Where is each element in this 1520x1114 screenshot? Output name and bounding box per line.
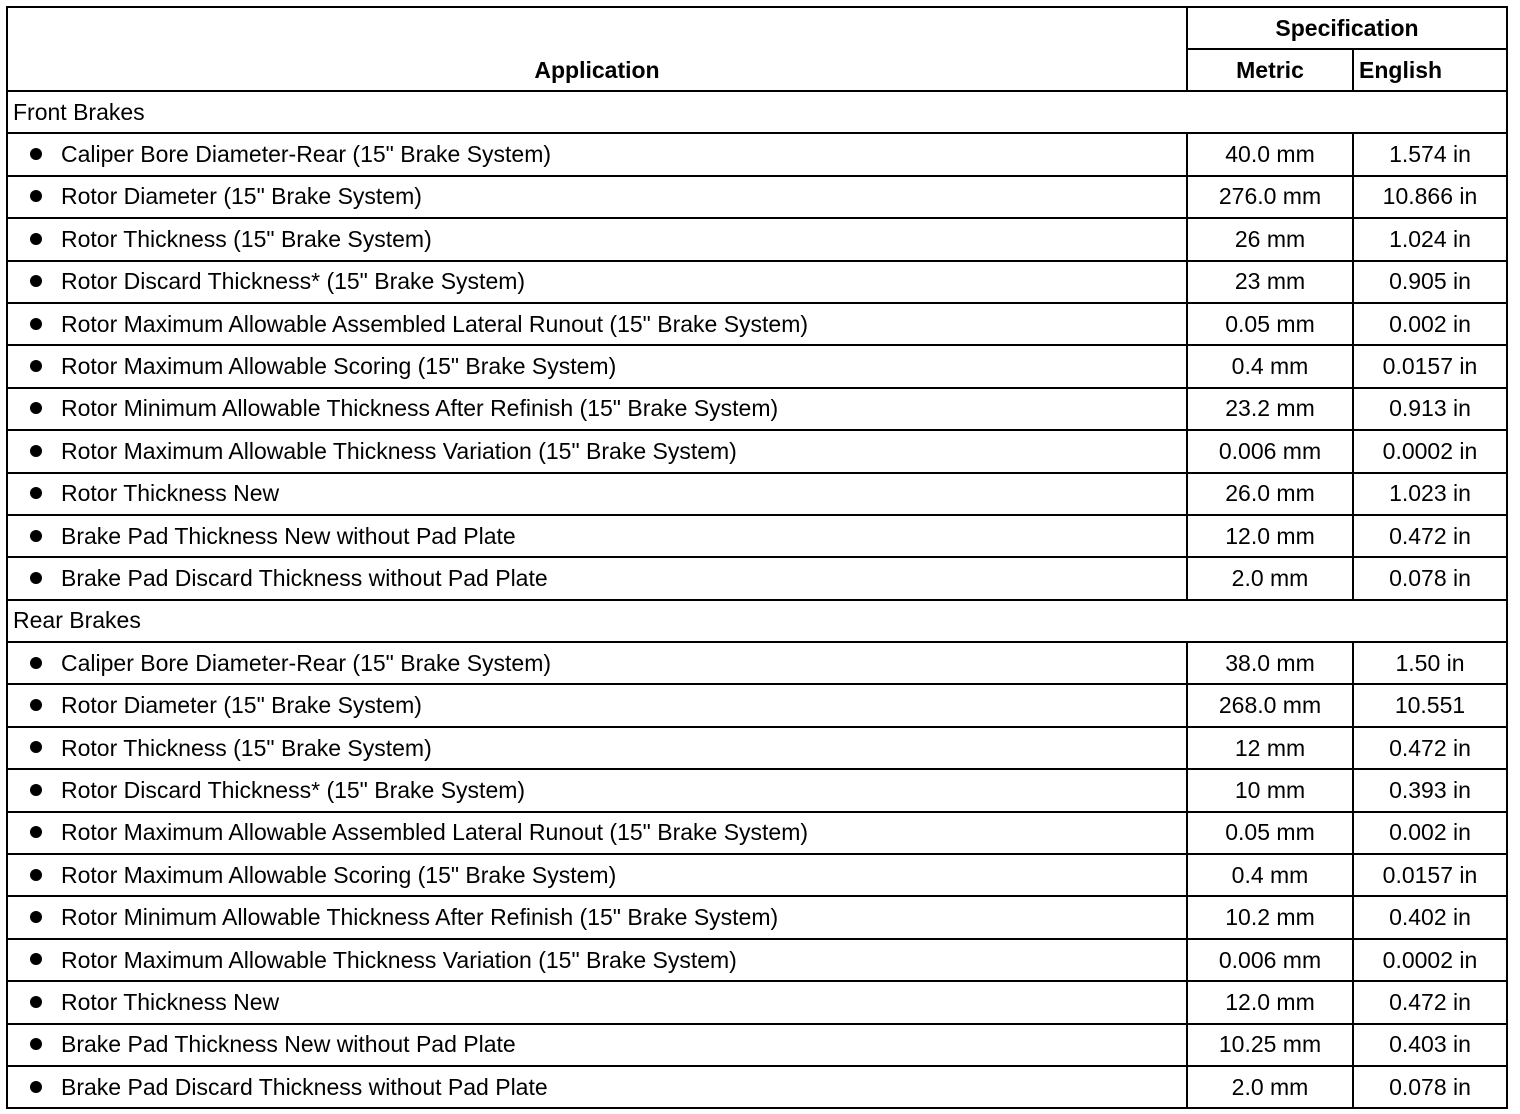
application-text: Rotor Minimum Allowable Thickness After Refinish (15" Brake System)	[61, 395, 779, 422]
application-cell	[7, 261, 1187, 303]
english-value: 0.002 in	[1353, 812, 1507, 854]
bullet-icon	[30, 1038, 42, 1050]
bullet-icon	[30, 657, 42, 669]
bullet-icon	[30, 530, 42, 542]
english-value: 0.078 in	[1353, 557, 1507, 599]
table-row	[7, 854, 1507, 896]
application-text: Caliper Bore Diameter-Rear (15" Brake System)	[61, 649, 552, 676]
english-value: 0.0002 in	[1353, 939, 1507, 981]
metric-value: 12.0 mm	[1187, 515, 1353, 557]
table-row	[7, 515, 1507, 557]
english-value: 0.913 in	[1353, 388, 1507, 430]
bullet-icon	[30, 360, 42, 372]
bullet-icon	[30, 445, 42, 457]
metric-value: 0.4 mm	[1187, 345, 1353, 387]
metric-value: 12 mm	[1187, 727, 1353, 769]
english-value: 0.0157 in	[1353, 854, 1507, 896]
bullet-icon	[30, 699, 42, 711]
table-row	[7, 133, 1507, 175]
application-text: Caliper Bore Diameter-Rear (15" Brake System)	[61, 141, 552, 168]
metric-header: Metric	[1187, 49, 1353, 91]
metric-value: 12.0 mm	[1187, 981, 1353, 1023]
bullet-icon	[30, 1081, 42, 1093]
metric-value: 0.4 mm	[1187, 854, 1353, 896]
table-row	[7, 769, 1507, 811]
metric-value: 40.0 mm	[1187, 133, 1353, 175]
bullet-icon	[30, 784, 42, 796]
application-text: Brake Pad Thickness New without Pad Plate	[61, 522, 516, 549]
application-cell	[7, 557, 1187, 599]
application-text: Rotor Minimum Allowable Thickness After Refinish (15" Brake System)	[61, 904, 779, 931]
application-cell	[7, 176, 1187, 218]
bullet-icon	[30, 741, 42, 753]
table-row	[7, 176, 1507, 218]
bullet-icon	[30, 487, 42, 499]
specification-header: Specification	[1187, 7, 1507, 49]
table-row	[7, 473, 1507, 515]
application-header: Application	[7, 7, 1187, 91]
table-header	[7, 7, 1507, 91]
bullet-icon	[30, 572, 42, 584]
metric-value: 2.0 mm	[1187, 557, 1353, 599]
metric-value: 2.0 mm	[1187, 1066, 1353, 1108]
metric-value: 0.006 mm	[1187, 939, 1353, 981]
section-header-row	[7, 91, 1507, 133]
english-value: 0.472 in	[1353, 515, 1507, 557]
bullet-icon	[30, 233, 42, 245]
table-row	[7, 218, 1507, 260]
english-value: 0.402 in	[1353, 896, 1507, 938]
table-row	[7, 345, 1507, 387]
english-value: 0.393 in	[1353, 769, 1507, 811]
application-cell	[7, 1066, 1187, 1108]
application-text: Brake Pad Thickness New without Pad Plate	[61, 1031, 516, 1058]
section-title: Front Brakes	[7, 91, 1507, 133]
english-value: 0.002 in	[1353, 303, 1507, 345]
bullet-icon	[30, 911, 42, 923]
table-row	[7, 388, 1507, 430]
application-cell	[7, 515, 1187, 557]
bullet-icon	[30, 148, 42, 160]
bullet-icon	[30, 190, 42, 202]
section-header-row	[7, 600, 1507, 642]
application-cell	[7, 769, 1187, 811]
metric-value: 0.05 mm	[1187, 812, 1353, 854]
english-value: 10.551	[1353, 684, 1507, 726]
english-value: 0.0157 in	[1353, 345, 1507, 387]
application-cell	[7, 218, 1187, 260]
table-row	[7, 981, 1507, 1023]
table-row	[7, 939, 1507, 981]
application-text: Rotor Discard Thickness* (15" Brake System)	[61, 776, 526, 803]
metric-value: 23.2 mm	[1187, 388, 1353, 430]
application-text: Brake Pad Discard Thickness without Pad Plate	[61, 1073, 548, 1100]
table-row	[7, 303, 1507, 345]
application-text: Rotor Maximum Allowable Assembled Lateral Runout (15" Brake System)	[61, 310, 809, 337]
metric-value: 276.0 mm	[1187, 176, 1353, 218]
table-row	[7, 557, 1507, 599]
bullet-icon	[30, 402, 42, 414]
metric-value: 0.006 mm	[1187, 430, 1353, 472]
metric-value: 26 mm	[1187, 218, 1353, 260]
english-value: 0.905 in	[1353, 261, 1507, 303]
application-cell	[7, 430, 1187, 472]
english-value: 10.866 in	[1353, 176, 1507, 218]
application-text: Rotor Maximum Allowable Thickness Variation (15" Brake System)	[61, 437, 737, 464]
table-row	[7, 896, 1507, 938]
table-row	[7, 684, 1507, 726]
metric-value: 23 mm	[1187, 261, 1353, 303]
table-row	[7, 261, 1507, 303]
application-cell	[7, 642, 1187, 684]
application-text: Rotor Thickness (15" Brake System)	[61, 225, 432, 252]
english-value: 0.078 in	[1353, 1066, 1507, 1108]
application-text: Rotor Maximum Allowable Scoring (15" Brake System)	[61, 353, 617, 380]
table-row	[7, 1024, 1507, 1066]
application-cell	[7, 981, 1187, 1023]
english-value: 1.024 in	[1353, 218, 1507, 260]
english-header: English	[1353, 49, 1507, 91]
table-row	[7, 812, 1507, 854]
table-row	[7, 642, 1507, 684]
bullet-icon	[30, 318, 42, 330]
metric-value: 268.0 mm	[1187, 684, 1353, 726]
application-text: Rotor Diameter (15" Brake System)	[61, 183, 422, 210]
bullet-icon	[30, 275, 42, 287]
application-text: Rotor Maximum Allowable Scoring (15" Brake System)	[61, 861, 617, 888]
english-value: 0.472 in	[1353, 981, 1507, 1023]
table-body	[7, 91, 1507, 1108]
bullet-icon	[30, 996, 42, 1008]
bullet-icon	[30, 869, 42, 881]
application-text: Rotor Diameter (15" Brake System)	[61, 692, 422, 719]
english-value: 0.472 in	[1353, 727, 1507, 769]
application-cell	[7, 896, 1187, 938]
application-cell	[7, 1024, 1187, 1066]
english-value: 1.50 in	[1353, 642, 1507, 684]
application-text: Brake Pad Discard Thickness without Pad Plate	[61, 564, 548, 591]
application-cell	[7, 939, 1187, 981]
section-title: Rear Brakes	[7, 600, 1507, 642]
table-row	[7, 430, 1507, 472]
application-cell	[7, 473, 1187, 515]
application-cell	[7, 133, 1187, 175]
table-row	[7, 727, 1507, 769]
application-cell	[7, 303, 1187, 345]
metric-value: 38.0 mm	[1187, 642, 1353, 684]
application-cell	[7, 388, 1187, 430]
english-value: 1.574 in	[1353, 133, 1507, 175]
application-cell	[7, 727, 1187, 769]
application-text: Rotor Discard Thickness* (15" Brake System)	[61, 268, 526, 295]
metric-value: 10 mm	[1187, 769, 1353, 811]
application-text: Rotor Thickness New	[61, 480, 280, 507]
bullet-icon	[30, 953, 42, 965]
metric-value: 26.0 mm	[1187, 473, 1353, 515]
table-row	[7, 1066, 1507, 1108]
english-value: 1.023 in	[1353, 473, 1507, 515]
application-cell	[7, 684, 1187, 726]
english-value: 0.403 in	[1353, 1024, 1507, 1066]
application-cell	[7, 812, 1187, 854]
application-text: Rotor Thickness New	[61, 988, 280, 1015]
brake-specification-table	[6, 6, 1508, 1109]
application-cell	[7, 854, 1187, 896]
metric-value: 0.05 mm	[1187, 303, 1353, 345]
metric-value: 10.25 mm	[1187, 1024, 1353, 1066]
application-text: Rotor Maximum Allowable Assembled Lateral Runout (15" Brake System)	[61, 819, 809, 846]
application-cell	[7, 345, 1187, 387]
english-value: 0.0002 in	[1353, 430, 1507, 472]
application-text: Rotor Maximum Allowable Thickness Variation (15" Brake System)	[61, 946, 737, 973]
application-text: Rotor Thickness (15" Brake System)	[61, 734, 432, 761]
bullet-icon	[30, 826, 42, 838]
metric-value: 10.2 mm	[1187, 896, 1353, 938]
